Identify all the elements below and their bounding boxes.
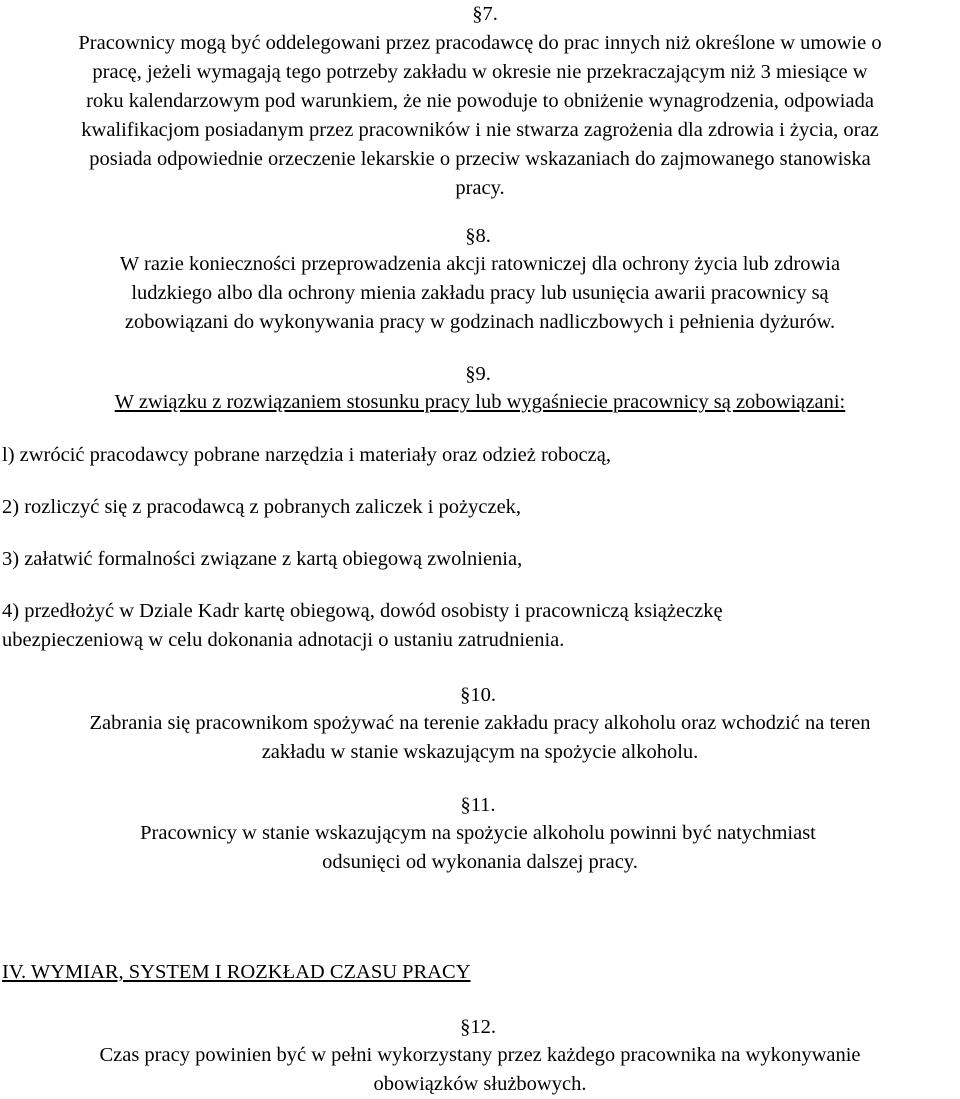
- section-12-paragraph: [0, 1041, 960, 1099]
- text-line: zakładu w stanie wskazującym na spożycie alkoholu.: [261, 741, 699, 763]
- text-line: zobowiązani do wykonywania pracy w godzinach nadliczbowych i pełnienia dyżurów.: [124, 311, 836, 333]
- text-line: kwalifikacjom posiadanym przez pracowników i nie stwarza zagrożenia dla zdrowia i życia, oraz: [81, 119, 879, 141]
- section-12-heading: §12.: [460, 1016, 496, 1038]
- text-line: Pracownicy mogą być oddelegowani przez pracodawcę do prac innych niż określone w umowie o: [78, 32, 882, 54]
- text-line: pracy.: [455, 177, 505, 199]
- section-8-heading: §8.: [465, 225, 491, 247]
- section-9-item-4: 4) przedłożyć w Dziale Kadr kartę obiegową, dowód osobisty i pracowniczą książeczkę ubezpieczeniową w celu dokonania adnotacji o ustaniu zatrudnienia.: [2, 600, 723, 651]
- section-11-heading: §11.: [460, 794, 496, 816]
- text-line: Zabrania się pracownikom spożywać na terenie zakładu pracy alkoholu oraz wchodzić na teren: [89, 712, 871, 734]
- section-9-intro: W związku z rozwiązaniem stosunku pracy lub wygaśniecie pracownicy są zobowiązani:: [114, 391, 846, 413]
- text-line: obowiązków służbowych.: [373, 1073, 587, 1095]
- section-11-paragraph: [0, 819, 960, 877]
- text-line: Pracownicy w stanie wskazującym na spożycie alkoholu powinni być natychmiast: [140, 822, 816, 844]
- text-line: Czas pracy powinien być w pełni wykorzystany przez każdego pracownika na wykonywanie: [99, 1044, 861, 1066]
- text-line: pracę, jeżeli wymagają tego potrzeby zakładu w okresie nie przekraczającym niż 3 miesiące w: [92, 61, 868, 83]
- section-9-item-3: 3) załatwić formalności związane z kartą obiegową zwolnienia,: [2, 548, 523, 570]
- section-9-item-2: 2) rozliczyć się z pracodawcą z pobranych zaliczek i pożyczek,: [2, 496, 522, 518]
- text-line: ludzkiego albo dla ochrony mienia zakładu pracy lub usunięcia awarii pracownicy są: [131, 282, 829, 304]
- text-line: roku kalendarzowym pod warunkiem, że nie powoduje to obniżenie wynagrodzenia, odpowiada: [86, 90, 874, 112]
- section-10-heading: §10.: [460, 684, 496, 706]
- text-line: posiada odpowiednie orzeczenie lekarskie o przeciw wskazaniach do zajmowanego stanowiska: [89, 148, 871, 170]
- text-line: odsunięci od wykonania dalszej pracy.: [322, 851, 638, 873]
- section-9-item-1: l) zwrócić pracodawcy pobrane narzędzia i materiały oraz odzież roboczą,: [2, 444, 611, 466]
- section-10-paragraph: [0, 709, 960, 767]
- section-7-heading: §7.: [472, 3, 498, 25]
- text-line: W razie konieczności przeprowadzenia akcji ratowniczej dla ochrony życia lub zdrowia: [119, 253, 841, 275]
- section-8-paragraph: [0, 250, 960, 337]
- section-7-paragraph: [0, 29, 960, 203]
- section-9-heading: §9.: [465, 363, 491, 385]
- chapter-title: IV. WYMIAR, SYSTEM I ROZKŁAD CZASU PRACY: [2, 961, 471, 983]
